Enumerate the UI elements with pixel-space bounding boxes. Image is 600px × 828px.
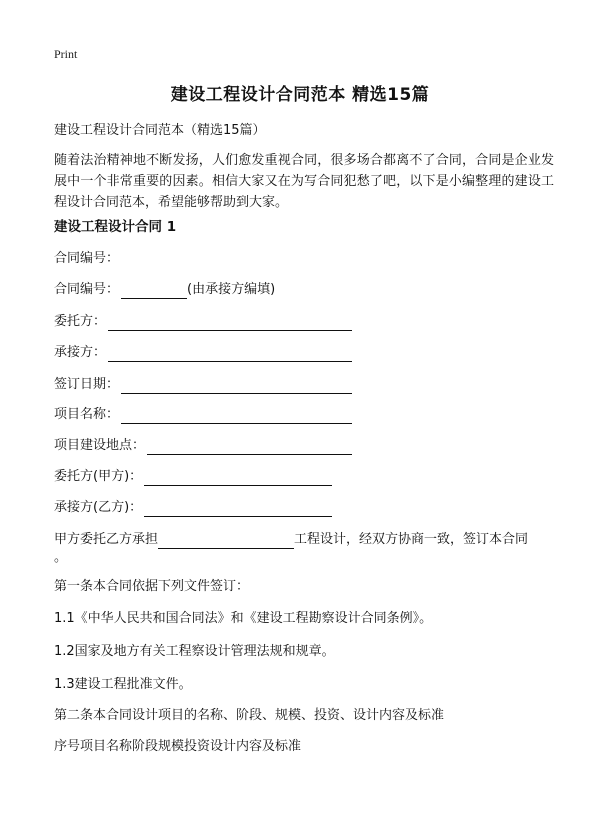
clause-1-1: 1.1《中华人民共和国合同法》和《建设工程勘察设计合同条例》。 [54, 611, 433, 626]
entrust-suffix: 工程设计，经双方协商一致，签订本合同 [294, 532, 529, 547]
project-location-field [54, 437, 352, 455]
contractor-label: 承接方： [54, 345, 107, 360]
party-a-field [54, 468, 332, 486]
client-label: 委托方： [54, 314, 107, 329]
contract-number-label: 合同编号： [54, 251, 120, 266]
client-blank [108, 316, 352, 331]
contract-number-field [54, 281, 275, 299]
sign-date-label: 签订日期： [54, 377, 120, 392]
contract-number-fill-label: 合同编号： [54, 282, 120, 297]
party-b-blank [144, 502, 332, 517]
project-name-field [54, 406, 352, 424]
page-title: 建设工程设计合同范本 精选15篇 [170, 85, 430, 105]
clause-1-3: 1.3建设工程批准文件。 [54, 677, 192, 692]
print-link[interactable]: Print [54, 47, 78, 61]
clause-1-2: 1.2国家及地方有关工程察设计管理法规和规章。 [54, 644, 335, 659]
party-a-label: 委托方(甲方)： [54, 469, 143, 484]
sign-date-blank [121, 379, 352, 394]
contract-number-blank [121, 284, 187, 299]
party-a-blank [144, 471, 332, 486]
intro-paragraph: 随着法治精神地不断发扬，人们愈发重视合同，很多场合都离不了合同，合同是企业发展中一个非常重要的因素。相信大家又在为写合同犯愁了吧，以下是小编整理的建设工程设计合同范本，希望能够帮助到大家。 [54, 153, 554, 210]
section-heading: 建设工程设计合同 1 [54, 219, 177, 235]
party-b-label: 承接方(乙方)： [54, 500, 143, 515]
entrust-blank [158, 534, 294, 549]
project-name-blank [121, 409, 352, 424]
subtitle: 建设工程设计合同范本（精选15篇） [54, 123, 266, 138]
project-location-blank [147, 440, 352, 455]
project-location-label: 项目建设地点： [54, 438, 146, 453]
contract-number-note: (由承接方编填) [187, 282, 276, 297]
entrust-tail: 。 [54, 550, 68, 565]
entrust-clause [54, 531, 528, 549]
sign-date-field [54, 376, 352, 394]
party-b-field [54, 499, 332, 517]
article-1: 第一条本合同依据下列文件签订： [54, 579, 250, 594]
contractor-blank [108, 347, 352, 362]
contractor-field [54, 344, 352, 362]
project-name-label: 项目名称： [54, 407, 120, 422]
table-header-line: 序号项目名称阶段规模投资设计内容及标准 [54, 739, 302, 754]
entrust-prefix: 甲方委托乙方承担 [54, 532, 159, 547]
client-field [54, 313, 352, 331]
article-2: 第二条本合同设计项目的名称、阶段、规模、投资、设计内容及标准 [54, 708, 445, 723]
